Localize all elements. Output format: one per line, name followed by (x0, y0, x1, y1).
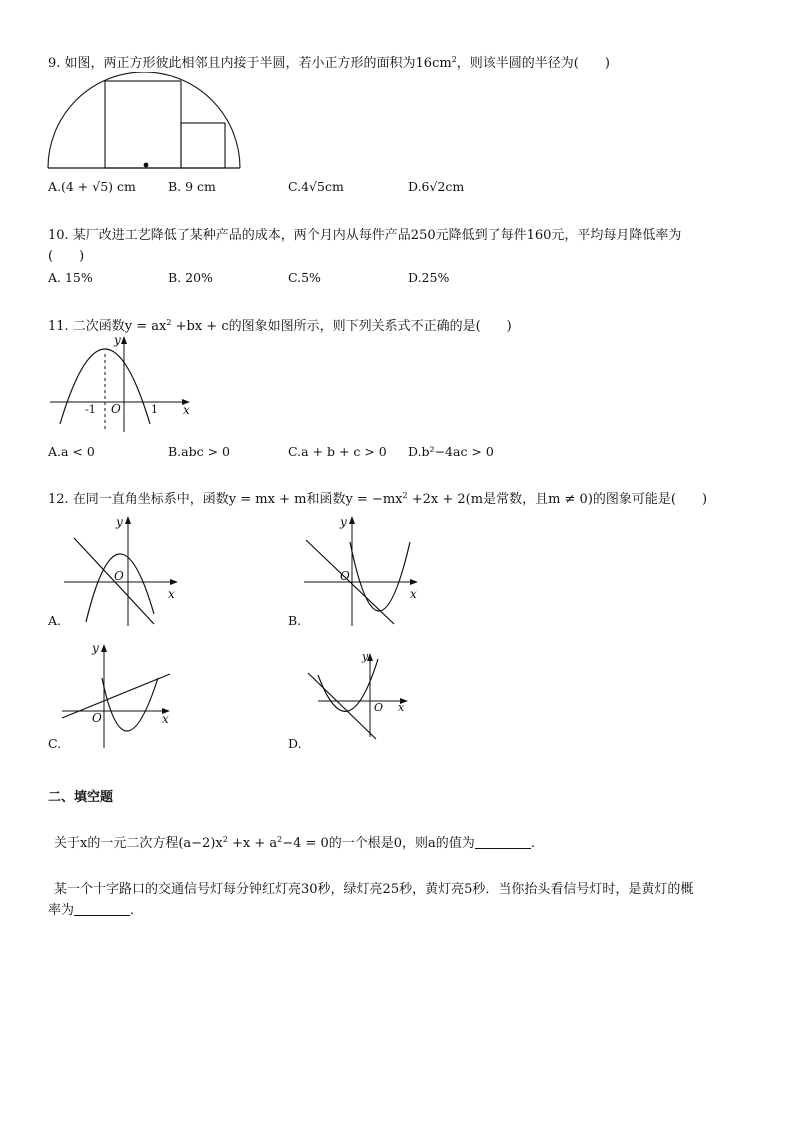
q9-stem-text: 9. 如图，两正方形彼此相邻且内接于半圆，若小正方形的面积为16cm (48, 56, 452, 71)
q12-graph-a[interactable] (58, 510, 188, 628)
section-title: 二、填空题 (48, 790, 114, 805)
fill2-line2: 率为 (48, 903, 75, 918)
q11-one-label: 1 (151, 403, 158, 416)
q11-y-label: y (114, 333, 121, 347)
q12-graph-c[interactable] (58, 638, 188, 750)
fill2-line1: 某一个十字路口的交通信号灯每分钟红灯亮30秒，绿灯亮25秒，黄灯亮5秒．当你抬头看信号灯时，是黄灯的概 (54, 882, 694, 897)
q12-d-line (308, 673, 376, 739)
q9-center-dot (144, 163, 149, 168)
q9-big-square (105, 81, 181, 168)
q10-option-a[interactable]: A. 15% (48, 270, 93, 285)
q12-a-origin-label: O (114, 569, 124, 583)
fill1-end: . (530, 836, 535, 851)
q10-stem-paren: ( ) (48, 249, 85, 264)
q11-origin-label: O (111, 402, 121, 416)
q12-b-parabola (350, 542, 410, 611)
q10-stem: 10. 某厂改进工艺降低了某种产品的成本，两个月内从每件产品250元降低到了每件160元，平均每月降低率为 (48, 228, 682, 243)
q9-stem-sup: 2 (451, 55, 457, 64)
q11-x-label: x (183, 403, 190, 417)
q9-semicircle-arc (48, 72, 240, 168)
q12-a-x-label: x (168, 587, 175, 601)
q12-graph-b[interactable] (298, 510, 428, 628)
q10-option-d[interactable]: D.25% (408, 270, 450, 285)
q12-graph-d[interactable] (298, 645, 428, 745)
q12-stem-sup: 2 (402, 491, 408, 500)
q12-label-a[interactable]: A. (48, 613, 62, 628)
fill1-sup1: 2 (222, 835, 228, 844)
q12-c-y-label: y (92, 641, 99, 655)
q12-d-y-label: y (362, 650, 369, 663)
q9-option-b[interactable]: B. 9 cm (168, 179, 216, 194)
fill2-end: ． (130, 903, 144, 918)
fill1-mid: +x + a (227, 836, 278, 851)
q11-parabola-figure (44, 332, 194, 436)
q12-b-y-label: y (340, 515, 347, 529)
q9-option-d[interactable]: D.6√2cm (408, 179, 465, 194)
q12-stem-tail: +2x + 2(m是常数，且m ≠ 0)的图象可能是( ) (407, 492, 708, 507)
q9-stem-tail: ，则该半圆的半径为( ) (456, 56, 610, 71)
fill2-answer-blank[interactable] (74, 903, 130, 916)
q12-d-origin-label: O (374, 701, 384, 714)
q12-d-parabola (318, 659, 378, 711)
q12-stem (48, 488, 707, 507)
q9-semicircle-figure (44, 72, 244, 172)
q12-b-x-label: x (410, 587, 417, 601)
fill1-text: 关于x的一元二次方程(a−2)x (54, 836, 223, 851)
q11-neg1-label: -1 (85, 403, 96, 416)
q12-c-x-label: x (162, 712, 169, 726)
q9-small-square (181, 123, 225, 168)
q12-d-x-label: x (398, 701, 405, 714)
q11-stem-sup: 2 (166, 318, 172, 327)
q11-option-a[interactable]: A.a < 0 (48, 444, 95, 459)
q9-option-c[interactable]: C.4√5cm (288, 179, 344, 194)
q11-y-arrow (121, 336, 127, 344)
q12-label-d[interactable]: D. (288, 736, 302, 751)
q12-label-c[interactable]: C. (48, 736, 62, 751)
q9-stem (48, 52, 610, 71)
q12-c-origin-label: O (92, 711, 102, 725)
q12-c-parabola (102, 678, 158, 731)
q10-option-b[interactable]: B. 20% (168, 270, 213, 285)
fill1-answer-blank[interactable] (475, 836, 531, 849)
q12-a-y-label: y (116, 515, 123, 529)
q11-option-d[interactable]: D.b²−4ac > 0 (408, 444, 494, 459)
q11-stem-text: 11. 二次函数y = ax (48, 319, 167, 334)
fill1-sup2: 2 (277, 835, 283, 844)
q10-option-c[interactable]: C.5% (288, 270, 321, 285)
q11-option-b[interactable]: B.abc > 0 (168, 444, 230, 459)
q12-label-b[interactable]: B. (288, 613, 302, 628)
q11-option-c[interactable]: C.a + b + c > 0 (288, 444, 387, 459)
q12-stem-text: 12. 在同一直角坐标系中，函数y = mx + m和函数y = −mx (48, 492, 403, 507)
fill-question-1 (54, 832, 535, 851)
q11-stem-tail: +bx + c的图象如图所示，则下列关系式不正确的是( ) (171, 319, 512, 334)
fill1-tail: −4 = 0的一个根是0，则a的值为 (282, 836, 475, 851)
q9-option-a[interactable]: A.(4 + √5) cm (48, 179, 136, 194)
q12-b-origin-label: O (340, 569, 350, 583)
fill-question-2-line2 (48, 899, 143, 918)
